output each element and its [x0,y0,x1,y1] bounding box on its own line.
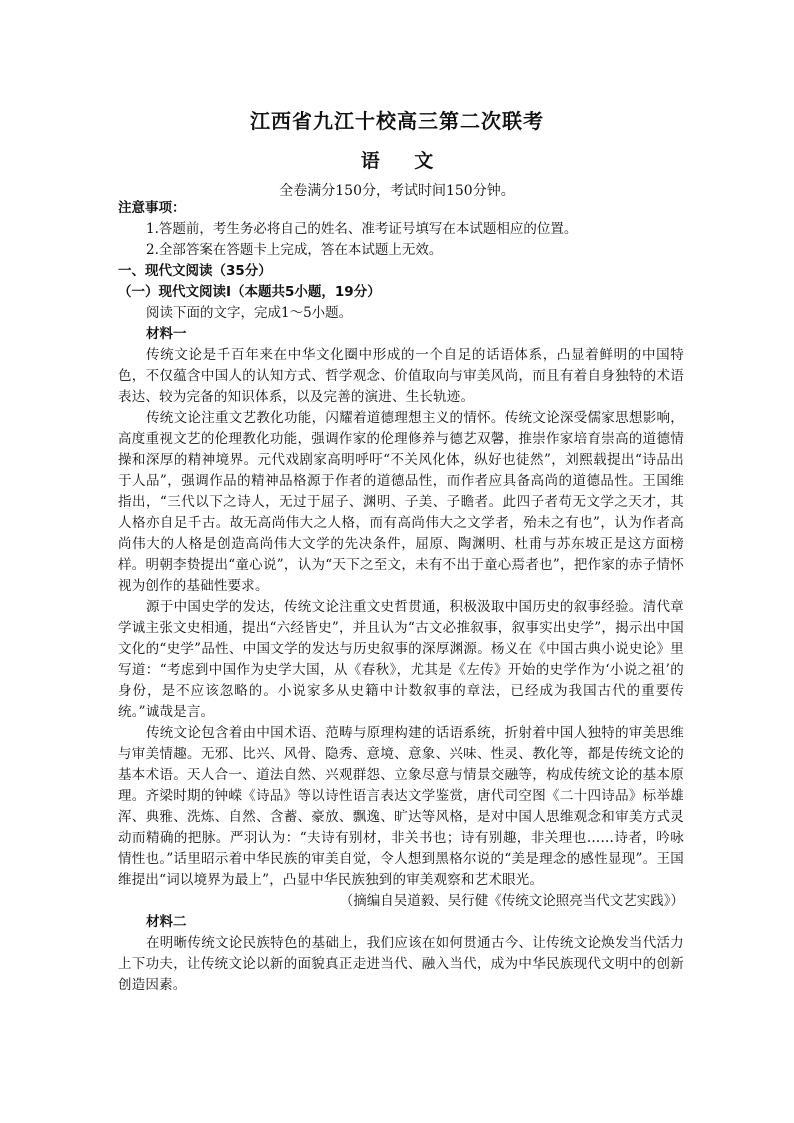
part-heading: （一）现代文阅读Ⅰ（本题共5小题，19分） [118,284,381,300]
exam-title: 江西省九江十校高三第二次联考 [250,109,544,133]
material-paragraph: 源于中国史学的发达，传统文论注重文史哲贯通，积极汲取中国历史的叙事经验。清代章学诚主张文史相通，提出“六经皆史”，并且认为“古文必推叙事，叙事实出史学”，揭示出中国文化的“史学”品性、中国文学的发达与历史叙事的深厚渊源。杨义在《中国古典小说史论》里写道：“考虑到中国作为史学大国，从《春秋》，尤其是《左传》开始的史学作为‘小说之祖’的身份，是不应该忽略的。小说家多从史籍中计数叙事的章法，已经成为我国古代的重要传统。”诚哉是言。 [118,599,684,720]
notice-item: 1.答题前，考生务必将自己的姓名、准考证号填写在本试题相应的位置。 [146,221,578,237]
instruction: 阅读下面的文字，完成1～5小题。 [146,305,353,321]
subject-title: 语 文 [360,150,434,172]
notice-heading: 注意事项： [118,200,186,216]
material-source: （摘编自吴道毅、吴行健《传统文论照亮当代文艺实践》） [339,893,684,909]
section-heading: 一、现代文阅读（35分） [118,263,272,279]
notice-item: 2.全部答案在答题卡上完成，答在本试题上无效。 [146,242,443,258]
material-paragraph: 传统文论是千百年来在中华文化圈中形成的一个自足的话语体系，凸显着鲜明的中国特色，不仅蕴含中国人的认知方式、哲学观念、价值取向与审美风尚，而且有着自身独特的术语表达、较为完备的知识体系，以及完善的演进、生长轨迹。 [118,347,684,405]
exam-meta: 全卷满分150分，考试时间150分钟。 [279,183,515,199]
exam-body [118,198,684,996]
material-paragraph: 传统文论包含着由中国术语、范畴与原理构建的话语系统，折射着中国人独特的审美思维与审美情趣。无邪、比兴、风骨、隐秀、意境、意象、兴味、性灵、教化等，都是传统文论的基本术语。天人合一、道法自然、兴观群怨、立象尽意与情景交融等，构成传统文论的基本原理。齐梁时期的钟嵘《诗品》等以诗性语言表达文学鉴赏，唐代司空图《二十四诗品》标举雄浑、典雅、洗炼、自然、含蓄、豪放、飘逸、旷达等风格，是对中国人思维观念和审美方式灵动而精确的把脉。严羽认为：“夫诗有别材，非关书也；诗有别趣，非关理也……诗者，吟咏情性也。”话里昭示着中华民族的审美自觉，令人想到黑格尔说的“美是理念的感性显现”。王国维提出“词以境界为最上”，凸显中华民族独到的审美观察和艺术眼光。 [118,725,684,888]
material-heading: 材料二 [146,914,187,930]
material-heading: 材料一 [146,326,187,342]
material-paragraph: 传统文论注重文艺教化功能，闪耀着道德理想主义的情怀。传统文论深受儒家思想影响，高度重视文艺的伦理教化功能，强调作家的伦理修养与德艺双馨，推崇作家培育崇高的道德情操和深厚的精神境界。元代戏剧家高明呼吁“不关风化体，纵好也徒然”，刘熙载提出“诗品出于人品”，强调作品的精神品格源于作者的道德品性，而作者应具备高尚的道德品性。王国维指出，“三代以下之诗人，无过于屈子、渊明、子美、子瞻者。此四子者苟无文学之天才，其人格亦自足千古。故无高尚伟大之人格，而有高尚伟大之文学者，殆未之有也”，认为作者高尚伟大的人格是创造高尚伟大文学的先决条件，屈原、陶渊明、杜甫与苏东坡正是这方面榜样。明朝李贽提出“童心说”，认为“天下之至文，未有不出于童心焉者也”，把作家的赤子情怀视为创作的基础性要求。 [118,410,684,594]
material-paragraph: 在明晰传统文论民族特色的基础上，我们应该在如何贯通古今、让传统文论焕发当代活力上下功夫，让传统文论以新的面貌真正走进当代、融入当代，成为中华民族现代文明中的创新创造因素。 [118,935,684,993]
